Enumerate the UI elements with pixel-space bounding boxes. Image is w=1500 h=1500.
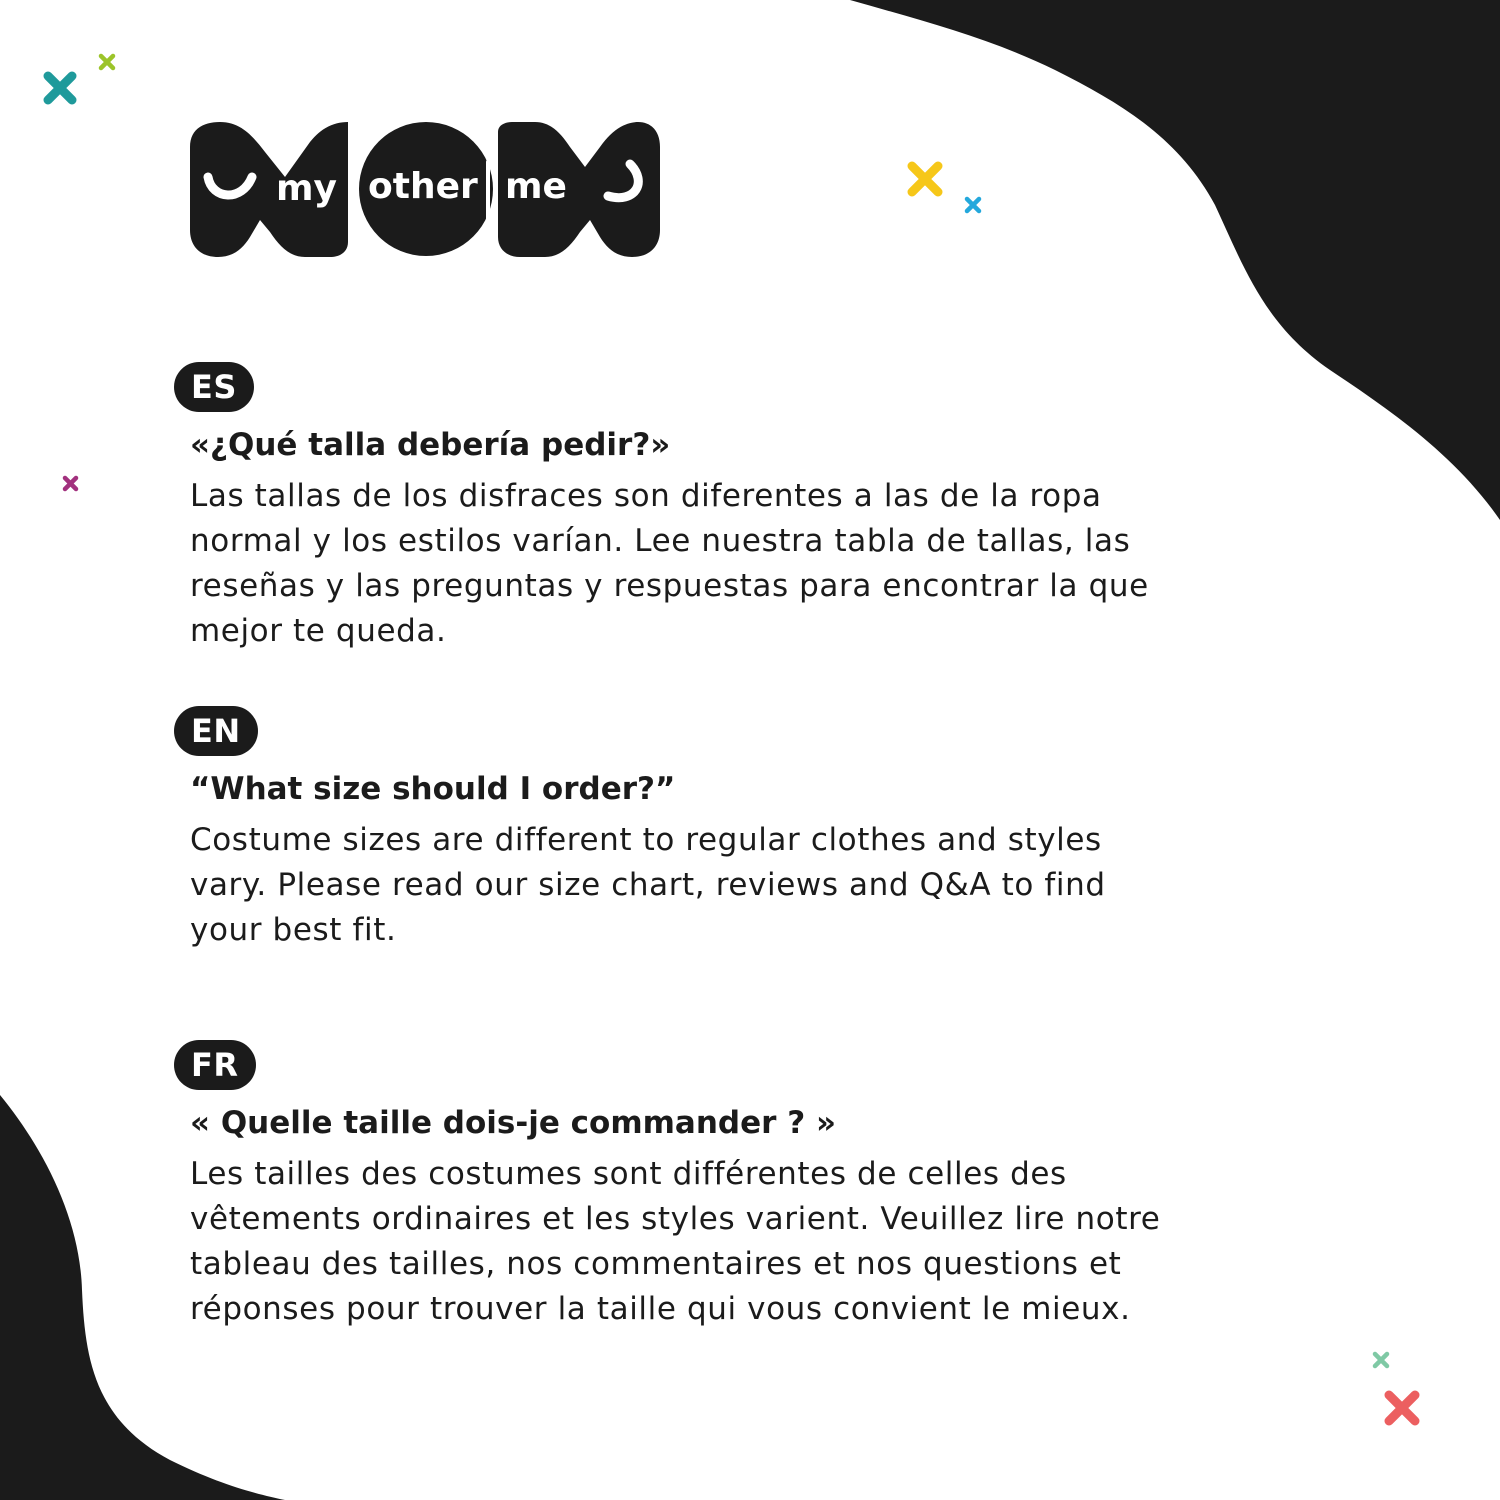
question-heading: «¿Qué talla debería pedir?» [190, 427, 671, 463]
my-other-me-logo [190, 122, 660, 257]
cross-icon [43, 71, 77, 105]
answer-line: Las tallas de los disfraces son diferentes a las de la ropa [190, 478, 1102, 514]
question-heading: “What size should I order?” [190, 771, 676, 807]
answer-line: vary. Please read our size chart, reviews and Q&A to find [190, 867, 1106, 903]
answer-line: mejor te queda. [190, 613, 447, 649]
language-badge: ES [174, 362, 254, 412]
answer-text [190, 818, 1330, 953]
logo-word-other: other [368, 166, 478, 207]
logo-word-my: my [276, 168, 337, 209]
answer-line: réponses pour trouver la taille qui vous convient le mieux. [190, 1291, 1131, 1327]
cross-icon [1383, 1389, 1421, 1427]
cross-icon [98, 53, 116, 71]
question-heading: « Quelle taille dois-je commander ? » [190, 1105, 837, 1141]
cross-icon [61, 474, 80, 493]
answer-line: tableau des tailles, nos commentaires et nos questions et [190, 1246, 1122, 1282]
answer-line: normal y los estilos varían. Lee nuestra tabla de tallas, las [190, 523, 1131, 559]
answer-line: reseñas y las preguntas y respuestas para encontrar la que [190, 568, 1149, 604]
answer-text [190, 1152, 1330, 1332]
top-right-wave [850, 0, 1500, 520]
answer-line: vêtements ordinaires et les styles varient. Veuillez lire notre [190, 1201, 1161, 1237]
cross-icon [963, 195, 983, 215]
cross-icon [1371, 1350, 1391, 1370]
answer-line: your best fit. [190, 912, 397, 948]
language-badge: FR [174, 1040, 256, 1090]
answer-text [190, 474, 1330, 654]
answer-line: Les tailles des costumes sont différentes de celles des [190, 1156, 1067, 1192]
language-badge: EN [174, 706, 258, 756]
logo-word-me: me [505, 166, 567, 207]
cross-icon [907, 161, 943, 197]
answer-line: Costume sizes are different to regular clothes and styles [190, 822, 1102, 858]
